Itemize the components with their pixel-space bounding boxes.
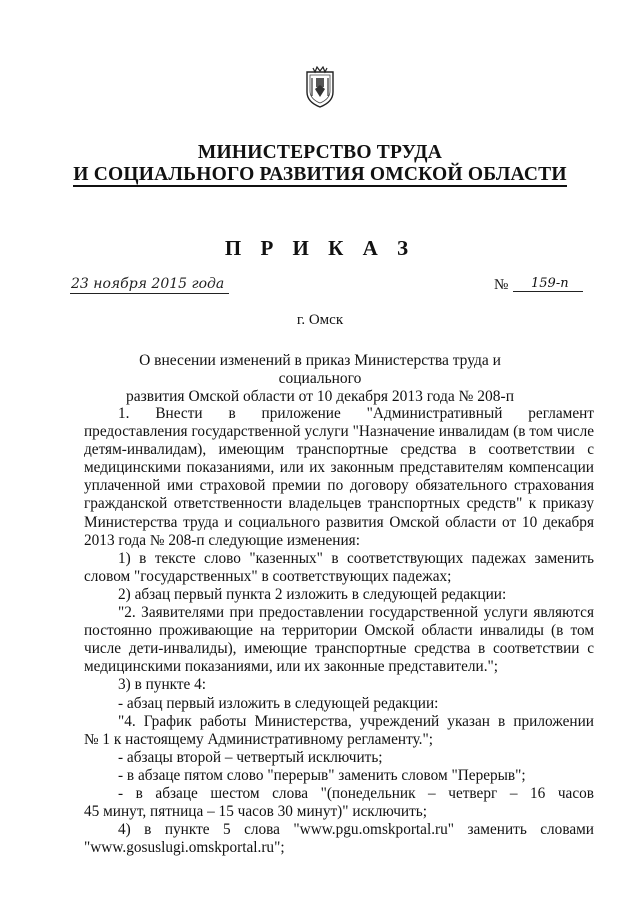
body-line: уплаченной ими страховой премии по договору обязательного страхования	[84, 477, 594, 495]
document-body	[84, 405, 594, 857]
body-line: 3) в пункте 4:	[118, 676, 207, 694]
document-date: 23 ноября 2015 года	[70, 276, 229, 294]
organization-name-line2-text: И СОЦИАЛЬНОГО РАЗВИТИЯ ОМСКОЙ ОБЛАСТИ	[73, 164, 567, 185]
body-line: - в абзаце пятом слово "перерыв" заменить словом "Перерыв";	[118, 766, 526, 784]
document-number: 159-п	[513, 276, 583, 292]
body-line: гражданской ответственности владельцев транспортных средств" к приказу	[84, 495, 594, 513]
body-line: медицинскими показаниями, или их законные представители.";	[84, 658, 499, 676]
body-line: - абзацы второй – четвертый исключить;	[118, 748, 383, 766]
body-line: "4. График работы Министерства, учреждений указан в приложении	[118, 712, 594, 730]
body-line: 45 минут, пятница – 15 часов 30 минут)" исключить;	[84, 803, 427, 821]
body-line: 2013 года № 208-п следующие изменения:	[84, 531, 360, 549]
body-line: - в абзаце шестом слова "(понедельник – четверг – 16 часов	[118, 784, 594, 802]
body-line: 1) в тексте слово "казенных" в соответствующих падежах заменить	[118, 549, 594, 567]
body-line: "www.gosuslugi.omskportal.ru";	[84, 839, 285, 857]
organization-name-line1: МИНИСТЕРСТВО ТРУДА	[197, 142, 443, 163]
body-line: числе дети-инвалиды), имеющие транспортные средства в соответствии с	[84, 640, 594, 658]
subject-line2: развития Омской области от 10 декабря 2013 года № 208-п	[126, 388, 514, 405]
document-number-label: №	[494, 277, 509, 293]
body-line: - абзац первый изложить в следующей редакции:	[118, 694, 439, 712]
body-line: детям-инвалидам), имеющим транспортные средства в соответствии с	[84, 441, 594, 459]
body-line: № 1 к настоящему Административному регламенту.";	[84, 730, 434, 748]
subject-line1: О внесении изменений в приказ Министерства труда и социального	[139, 352, 501, 387]
body-line: постоянно проживающие на территории Омской области инвалиды (в том	[84, 622, 594, 640]
body-line: предоставления государственной услуги "Назначение инвалидам (в том числе	[84, 423, 594, 441]
coat-of-arms-icon	[303, 66, 337, 108]
body-line: 1. Внести в приложение "Административный регламент	[118, 405, 594, 422]
body-line: словом "государственных" в соответствующих падежах;	[84, 567, 452, 585]
document-subject	[100, 352, 540, 406]
body-line: 4) в пункте 5 слова "www.pgu.omskportal.ru" заменить словами	[118, 821, 594, 839]
organization-name-line2	[0, 164, 640, 186]
body-line: Министерства труда и социального развития Омской области от 10 декабря	[84, 513, 594, 531]
body-line: "2. Заявителями при предоставлении государственной услуги являются	[118, 604, 594, 622]
body-line: медицинскими показаниями, или их законным представителям компенсации	[84, 459, 594, 477]
document-type-title: П Р И К А З	[224, 236, 416, 260]
body-line: 2) абзац первый пункта 2 изложить в следующей редакции:	[118, 585, 507, 603]
document-city: г. Омск	[296, 312, 344, 328]
